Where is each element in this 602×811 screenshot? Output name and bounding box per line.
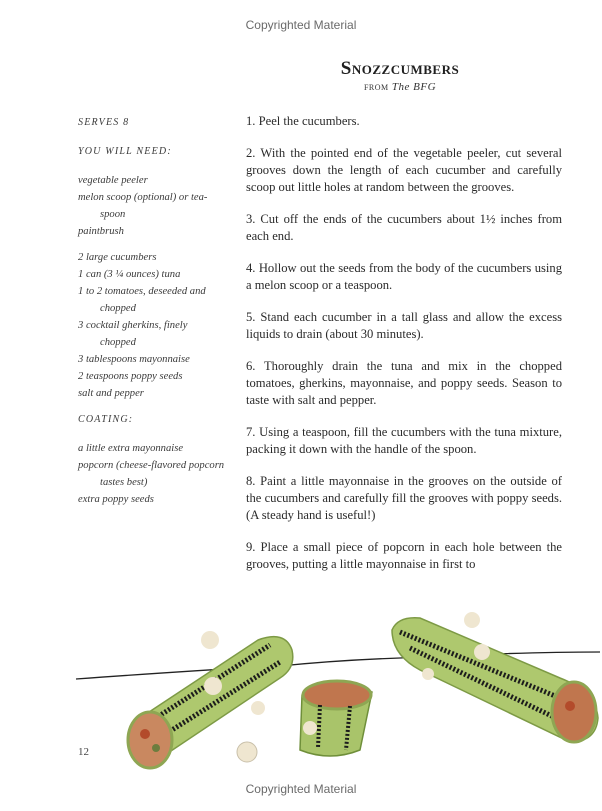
right-cucumber bbox=[392, 612, 598, 742]
coating-heading: COATING: bbox=[78, 414, 134, 425]
subtitle-from: from bbox=[363, 81, 389, 93]
coating-item: extra poppy seeds bbox=[78, 494, 154, 505]
equipment-item: melon scoop (optional) or tea- bbox=[78, 192, 208, 203]
equipment-item: spoon bbox=[100, 209, 126, 220]
step-9: 9. Place a small piece of popcorn in each hole between the grooves, putting a little mayonnaise in first to bbox=[246, 540, 562, 571]
you-will-need-heading: YOU WILL NEED: bbox=[78, 146, 172, 157]
ingredient-item: chopped bbox=[100, 303, 136, 314]
ingredient-item: chopped bbox=[100, 337, 136, 348]
ingredient-item: 2 large cucumbers bbox=[78, 252, 157, 263]
coating-list bbox=[78, 440, 228, 508]
page-number: 12 bbox=[78, 746, 89, 758]
coating-item: popcorn (cheese-flavored popcorn bbox=[78, 460, 225, 471]
equipment-item: paintbrush bbox=[78, 226, 124, 237]
ingredient-item: 1 can (3 ¼ ounces) tuna bbox=[78, 269, 181, 280]
ingredient-item: 3 tablespoons mayonnaise bbox=[78, 354, 190, 365]
recipe-steps bbox=[246, 113, 562, 588]
left-cucumber bbox=[128, 631, 293, 768]
step-2: 2. With the pointed end of the vegetable peeler, cut several grooves down the length of each cucumber and carefully scoop out little holes at random between the grooves. bbox=[246, 146, 562, 194]
serves-label: SERVES 8 bbox=[78, 117, 130, 128]
popcorn-piece bbox=[237, 742, 257, 762]
equipment-item: vegetable peeler bbox=[78, 175, 148, 186]
step-3: 3. Cut off the ends of the cucumbers about 1½ inches from each end. bbox=[246, 212, 562, 243]
step-6: 6. Thoroughly drain the tuna and mix in the chopped tomatoes, gherkins, mayonnaise, and poppy seeds. Season to taste with salt and pepper. bbox=[246, 359, 562, 407]
ingredient-item: 1 to 2 tomatoes, deseeded and bbox=[78, 286, 206, 297]
ingredients-sidebar bbox=[78, 114, 228, 508]
step-5: 5. Stand each cucumber in a tall glass and allow the excess liquids to drain (about 30 minutes). bbox=[246, 310, 562, 341]
step-4: 4. Hollow out the seeds from the body of the cucumbers using a melon scoop or a teaspoon. bbox=[246, 261, 562, 292]
snozzcumber-photo bbox=[0, 600, 602, 780]
subtitle-book: The BFG bbox=[391, 81, 437, 93]
ingredient-item: salt and pepper bbox=[78, 388, 144, 399]
ingredient-item: 3 cocktail gherkins, finely bbox=[78, 320, 188, 331]
middle-cucumber-piece bbox=[300, 681, 372, 756]
recipe-subtitle bbox=[300, 81, 500, 93]
coating-item: tastes best) bbox=[100, 477, 148, 488]
coating-item: a little extra mayonnaise bbox=[78, 443, 184, 454]
step-1: 1. Peel the cucumbers. bbox=[246, 114, 360, 128]
ingredient-list bbox=[78, 249, 228, 402]
equipment-list bbox=[78, 172, 228, 240]
copyright-watermark-top: Copyrighted Material bbox=[245, 18, 357, 32]
copyright-watermark-bottom: Copyrighted Material bbox=[245, 782, 357, 796]
step-7: 7. Using a teaspoon, fill the cucumbers with the tuna mixture, packing it down with the handle of the spoon. bbox=[246, 425, 562, 456]
ingredient-item: 2 teaspoons poppy seeds bbox=[78, 371, 183, 382]
recipe-title: Snozzcumbers bbox=[340, 58, 460, 79]
step-8: 8. Paint a little mayonnaise in the grooves on the outside of the cucumbers and carefully fill the grooves with poppy seeds. (A steady hand is useful!) bbox=[246, 474, 562, 522]
